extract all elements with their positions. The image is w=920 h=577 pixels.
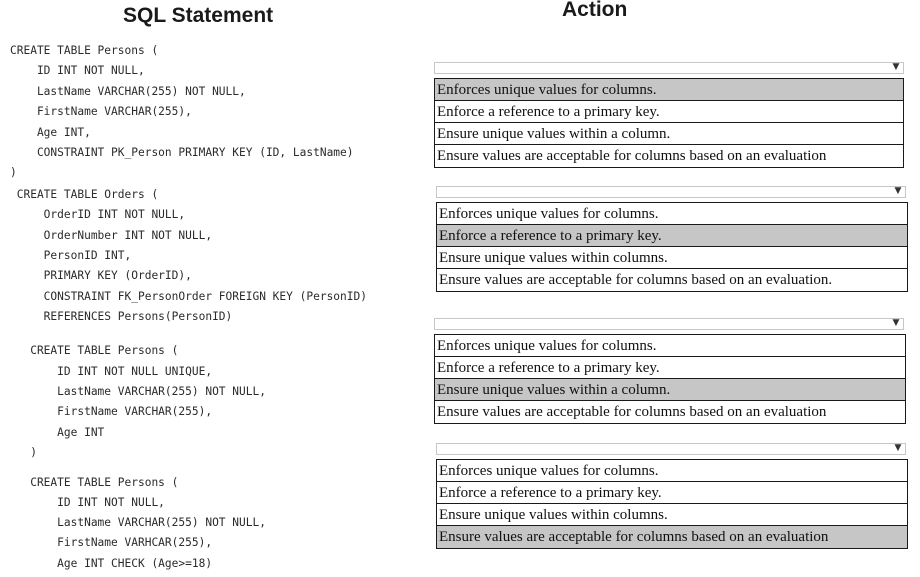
dropdown-option[interactable]: Ensure unique values within a column. (435, 379, 905, 401)
code-line: Age INT, (10, 126, 91, 139)
action-dropdown-2[interactable] (436, 186, 908, 292)
chevron-down-icon[interactable]: ▼ (892, 318, 900, 328)
chevron-down-icon[interactable]: ▼ (894, 443, 902, 453)
dropdown-option[interactable]: Enforces unique values for columns. (435, 79, 903, 101)
chevron-down-icon[interactable]: ▼ (894, 186, 902, 196)
code-line: ) (10, 166, 17, 179)
dropdown-option-list (434, 78, 904, 168)
dropdown-option-list (436, 202, 908, 292)
dropdown-select[interactable] (434, 318, 904, 330)
dropdown-option[interactable]: Ensure values are acceptable for columns based on an evaluation (437, 526, 907, 548)
code-line: LastName VARCHAR(255) NOT NULL, (10, 385, 266, 398)
dropdown-option[interactable]: Ensure values are acceptable for columns based on an evaluation (437, 404, 827, 420)
code-line: Age INT (10, 426, 105, 439)
code-line: PersonID INT, (10, 249, 132, 262)
dropdown-option[interactable]: Ensure unique values within columns. (437, 504, 907, 526)
code-line: CREATE TABLE Persons ( (10, 476, 179, 489)
action-dropdown-3[interactable] (434, 318, 906, 424)
dropdown-option[interactable]: Enforce a reference to a primary key. (437, 482, 907, 504)
action-dropdown-4[interactable] (436, 443, 908, 549)
dropdown-option[interactable]: Enforces unique values for columns. (437, 203, 907, 225)
dropdown-option[interactable]: Ensure unique values within columns. (437, 247, 907, 269)
code-line: CREATE TABLE Orders ( (10, 188, 159, 201)
code-line: FirstName VARCHAR(255), (10, 405, 213, 418)
code-line: CONSTRAINT FK_PersonOrder FOREIGN KEY (PersonID) (10, 290, 367, 303)
dropdown-select[interactable] (436, 186, 906, 198)
code-line: OrderID INT NOT NULL, (10, 208, 186, 221)
code-line: Age INT CHECK (Age>=18) (10, 557, 213, 570)
code-line: LastName VARCHAR(255) NOT NULL, (10, 85, 246, 98)
sql-code-block (0, 0, 432, 577)
dropdown-option[interactable]: Enforces unique values for columns. (435, 335, 905, 357)
code-line: OrderNumber INT NOT NULL, (10, 229, 213, 242)
dropdown-option[interactable]: Enforce a reference to a primary key. (435, 357, 905, 379)
code-line: ) (10, 446, 37, 459)
dropdown-option-list (434, 334, 906, 424)
dropdown-option[interactable]: Enforce a reference to a primary key. (435, 101, 903, 123)
dropdown-select[interactable] (436, 443, 906, 455)
sql-statement-heading: SQL Statement (123, 4, 274, 27)
code-line: CONSTRAINT PK_Person PRIMARY KEY (ID, LastName) (10, 146, 354, 159)
dropdown-option[interactable]: Ensure unique values within a column. (435, 123, 903, 145)
action-dropdown-1[interactable] (434, 62, 904, 168)
code-line: CREATE TABLE Persons ( (10, 44, 159, 57)
code-line: PRIMARY KEY (OrderID), (10, 269, 192, 282)
code-line: ID INT NOT NULL UNIQUE, (10, 365, 213, 378)
action-heading: Action (562, 0, 628, 21)
dropdown-option[interactable]: Ensure values are acceptable for columns based on an evaluation (437, 148, 827, 164)
dropdown-option[interactable]: Ensure values are acceptable for columns based on an evaluation. (439, 272, 833, 288)
dropdown-option[interactable]: Enforce a reference to a primary key. (437, 225, 907, 247)
dropdown-option-list (436, 459, 908, 549)
code-line: REFERENCES Persons(PersonID) (10, 310, 233, 323)
dropdown-select[interactable] (434, 62, 904, 74)
code-line: FirstName VARHCAR(255), (10, 536, 213, 549)
chevron-down-icon[interactable]: ▼ (892, 62, 900, 72)
code-line: CREATE TABLE Persons ( (10, 344, 179, 357)
code-line: ID INT NOT NULL, (10, 64, 145, 77)
code-line: LastName VARCHAR(255) NOT NULL, (10, 516, 266, 529)
dropdown-option[interactable]: Enforces unique values for columns. (437, 460, 907, 482)
code-line: ID INT NOT NULL, (10, 496, 165, 509)
code-line: FirstName VARCHAR(255), (10, 105, 192, 118)
